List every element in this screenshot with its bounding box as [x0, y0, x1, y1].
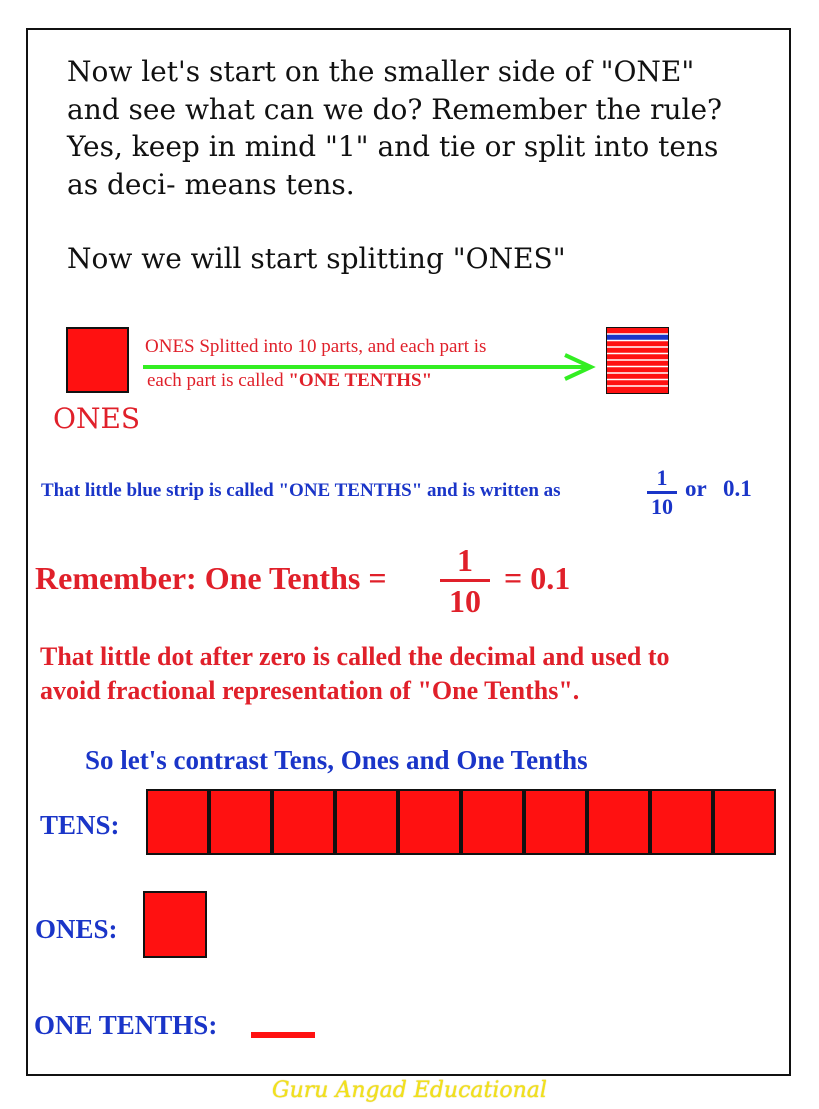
tens-square — [209, 789, 272, 855]
remember-prefix: Remember: One Tenths = — [35, 560, 387, 596]
arrow-caption-2-prefix: each part is called — [147, 370, 289, 391]
tens-row — [146, 789, 776, 855]
intro-line: Now let's start on the smaller side of "ONE" — [67, 55, 695, 88]
ones-row-square — [143, 891, 207, 958]
tens-square — [272, 789, 335, 855]
tens-square — [587, 789, 650, 855]
tenth-strip — [251, 1030, 315, 1038]
remember-suffix: = 0.1 — [504, 560, 571, 596]
tens-square — [398, 789, 461, 855]
decimal-note — [40, 640, 669, 708]
arrow-caption-2-bold: "ONE TENTHS" — [288, 370, 433, 391]
or-text: or — [685, 476, 707, 501]
intro-line: and see what can we do? Remember the rule? — [67, 92, 723, 126]
decimal-note-line: That little dot after zero is called the decimal and used to — [40, 642, 670, 671]
ones-square — [66, 327, 129, 393]
fraction-numerator: 1 — [656, 465, 668, 490]
tens-square — [335, 789, 398, 855]
tens-square — [461, 789, 524, 855]
intro-paragraph — [67, 53, 722, 203]
ones-row-label: ONES: — [35, 914, 118, 944]
tenths-block — [606, 327, 669, 394]
tens-square — [146, 789, 209, 855]
tens-square — [650, 789, 713, 855]
intro-line: as deci- means tens. — [67, 167, 355, 201]
fraction-denominator: 10 — [651, 494, 673, 519]
tens-square — [524, 789, 587, 855]
fraction-small — [647, 466, 677, 519]
fraction-bar — [440, 579, 490, 582]
tens-label: TENS: — [40, 810, 120, 840]
ones-label: ONES — [53, 402, 141, 435]
decimal-small: 0.1 — [723, 476, 752, 501]
fraction-denominator: 10 — [449, 583, 481, 619]
intro-line: Yes, keep in mind "1" and tie or split into tens — [67, 130, 719, 163]
fraction-numerator: 1 — [457, 542, 473, 578]
fraction-big — [440, 543, 490, 618]
blue-strip-text: That little blue strip is called "ONE TENTHS" and is written as — [41, 480, 561, 501]
split-arrow-icon — [143, 352, 598, 382]
splitting-line: Now we will start splitting "ONES" — [67, 242, 566, 275]
tenths-label: ONE TENTHS: — [34, 1010, 218, 1040]
decimal-note-line: avoid fractional representation of "One Tenths". — [40, 676, 580, 705]
contrast-heading: So let's contrast Tens, Ones and One Tenths — [85, 745, 588, 775]
footer-brand: Guru Angad Educational — [272, 1078, 547, 1103]
tens-square — [713, 789, 776, 855]
arrow-caption-1: ONES Splitted into 10 parts, and each part is — [145, 336, 487, 357]
